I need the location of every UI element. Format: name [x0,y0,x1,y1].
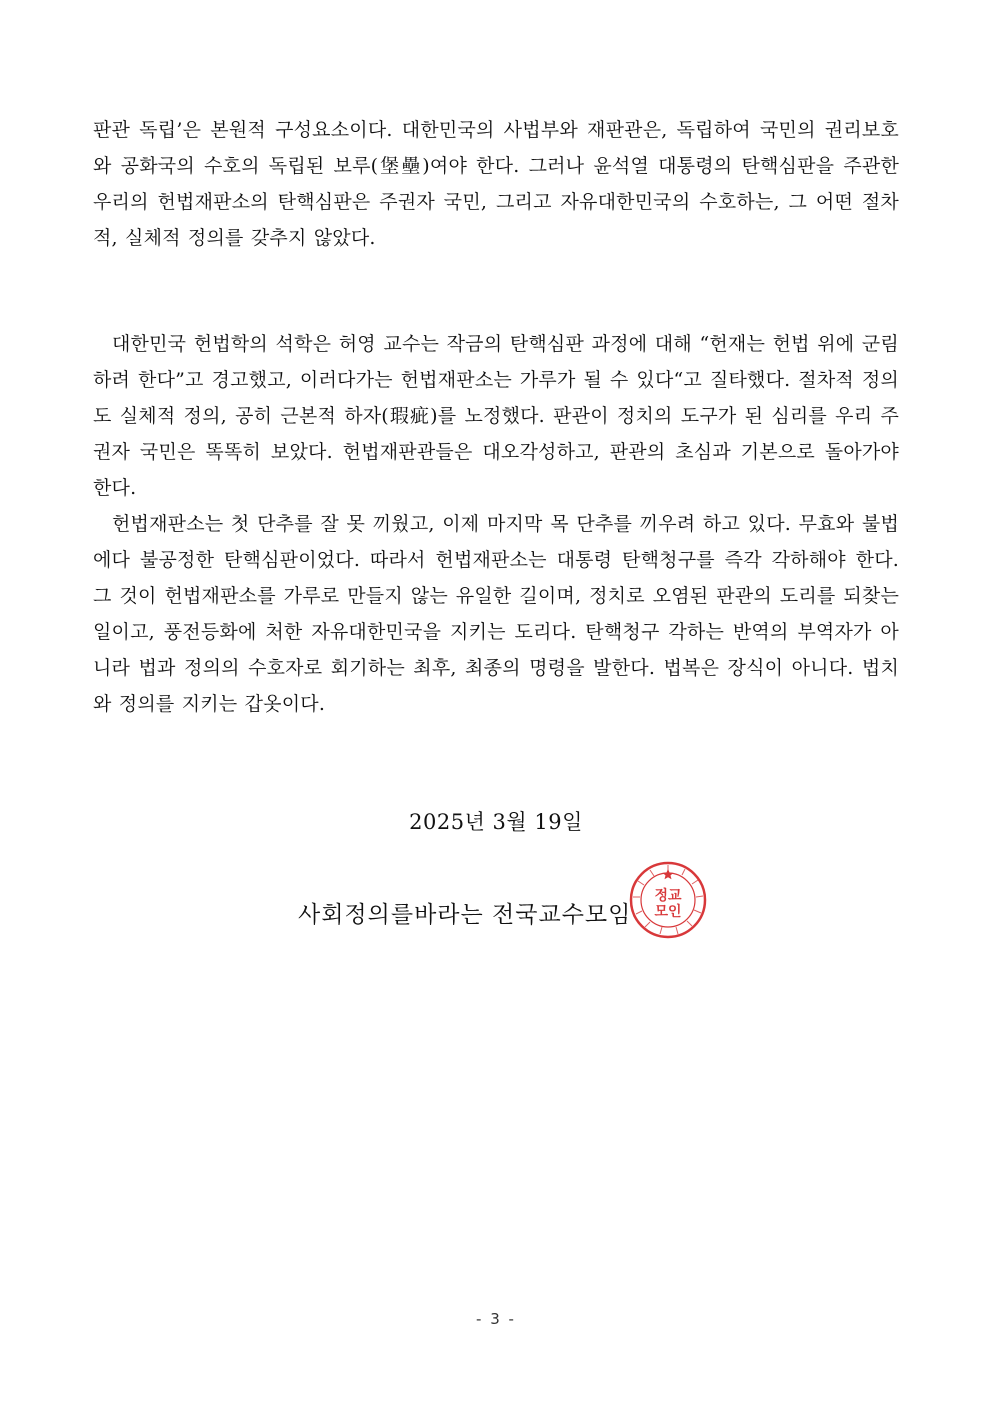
document-date: 2025년 3월 19일 [409,810,583,834]
svg-text:모인: 모인 [654,904,682,920]
official-seal-icon [628,860,708,940]
body-paragraph-2: 대한민국 헌법학의 석학은 허영 교수는 작금의 탄핵심판 과정에 대해 “헌재는 헌법 위에 군림하려 한다”고 경고했고, 이러다가는 헌법재판소는 가루가 될 수 있다“고 질타했다. 절차적 정의도 실체적 정의, 공히 근본적 하자(瑕疵)를 노정했다. 판관이 정치의 도구가 된 심리를 우리 주권자 국민은 똑똑히 보았다. 헌법재판관들은 대오각성하고, 판관의 초심과 기본으로 돌아가야 한다. [93,333,899,499]
page-number: - 3 - [476,1310,516,1328]
body-paragraph-1: 판관 독립’은 본원적 구성요소이다. 대한민국의 사법부와 재판관은, 독립하여 국민의 권리보호와 공화국의 수호의 독립된 보루(堡壘)여야 한다. 그러나 윤석열 대통령의 탄핵심판을 주관한 우리의 헌법재판소의 탄핵심판은 주권자 국민, 그리고 자유대한민국의 수호하는, 그 어떤 절차적, 실체적 정의를 갖추지 않았다. [93,119,899,249]
svg-text:정교: 정교 [654,888,682,904]
body-paragraph-3: 헌법재판소는 첫 단추를 잘 못 끼웠고, 이제 마지막 목 단추를 끼우려 하고 있다. 무효와 불법에다 불공정한 탄핵심판이었다. 따라서 헌법재판소는 대통령 탄핵청구를 즉각 각하해야 한다. 그 것이 헌법재판소를 가루로 만들지 않는 유일한 길이며, 정치로 오염된 판관의 도리를 되찾는 일이고, 풍전등화에 처한 자유대한민국을 지키는 도리다. 탄핵청구 각하는 반역의 부역자가 아니라 법과 정의의 수호자로 회기하는 최후, 최종의 명령을 발한다. 법복은 장식이 아니다. 법치와 정의를 지키는 갑옷이다. [93,513,899,715]
signature-block [0,860,992,940]
organization-name: 사회정의를바라는 전국교수모임 [298,902,632,928]
